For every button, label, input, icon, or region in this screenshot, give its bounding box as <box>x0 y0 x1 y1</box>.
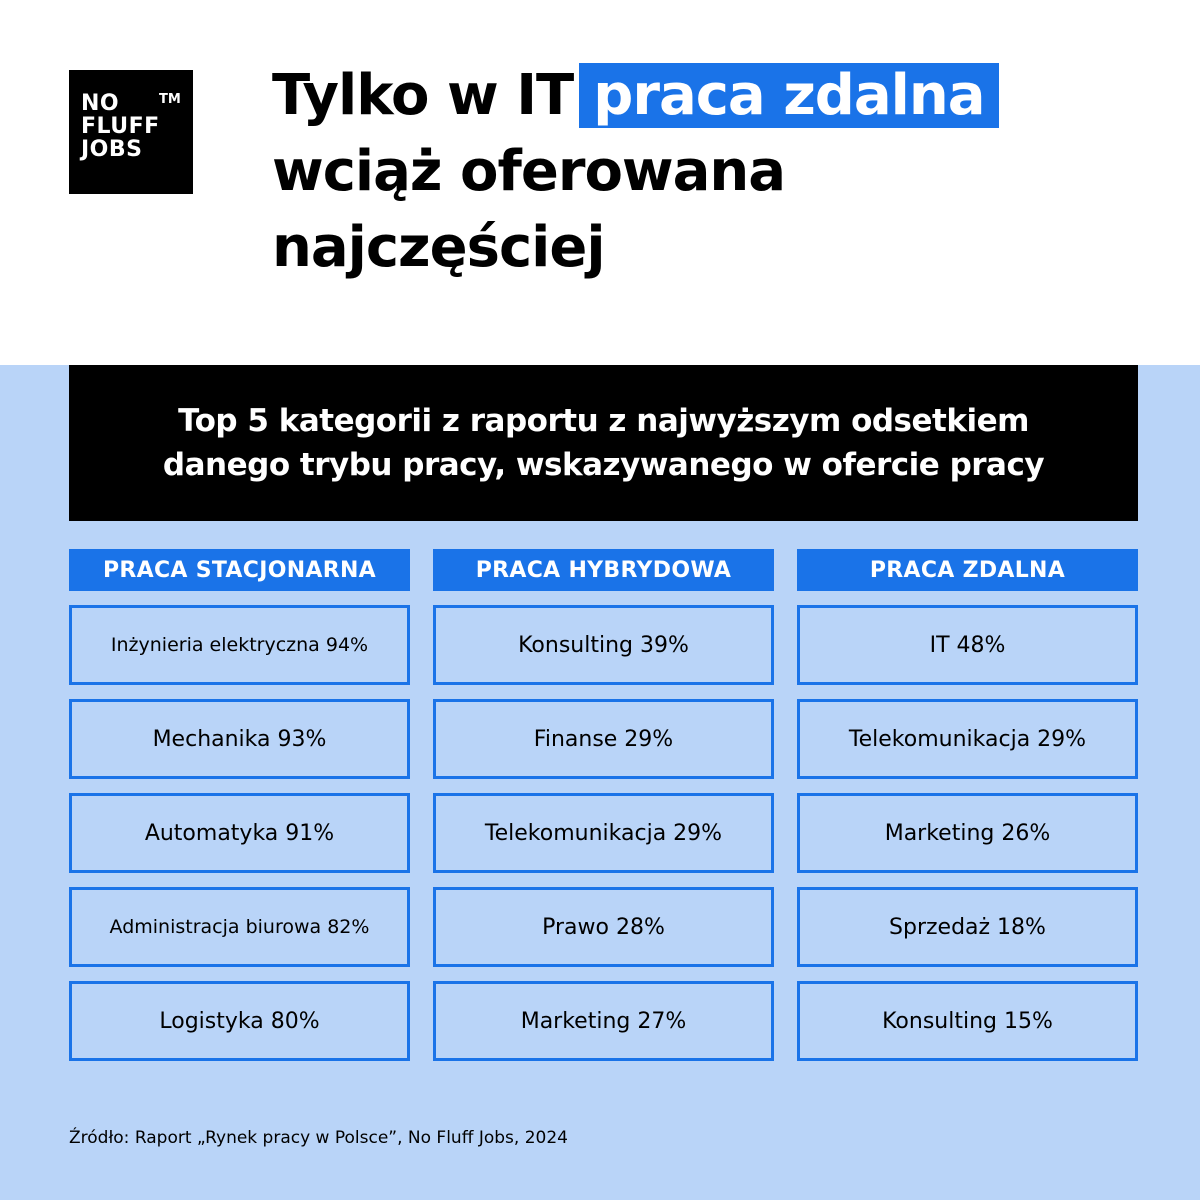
logo-line-3: JOBS <box>81 137 143 162</box>
headline-line-3: najczęściej <box>272 215 605 280</box>
column-zdalna <box>797 549 1138 1034</box>
subtitle-banner <box>69 365 1138 521</box>
column-header: PRACA HYBRYDOWA <box>433 549 774 591</box>
category-cell: Finanse 29% <box>433 699 774 779</box>
source-note: Źródło: Raport „Rynek pracy w Polsce”, No Fluff Jobs, 2024 <box>69 1128 568 1148</box>
category-cell: Administracja biurowa 82% <box>69 887 410 967</box>
column-header: PRACA ZDALNA <box>797 549 1138 591</box>
column-hybrydowa <box>433 549 774 1034</box>
category-cell: Mechanika 93% <box>69 699 410 779</box>
banner-line-1: Top 5 kategorii z raportu z najwyższym odsetkiem <box>178 403 1029 439</box>
headline-prefix: Tylko w IT <box>272 63 574 128</box>
headline-line-2: wciąż oferowana <box>272 139 786 204</box>
category-cell: IT 48% <box>797 605 1138 685</box>
category-cell: Marketing 27% <box>433 981 774 1061</box>
page-title <box>272 58 1152 286</box>
category-cell: Logistyka 80% <box>69 981 410 1061</box>
category-cell: Prawo 28% <box>433 887 774 967</box>
trademark-symbol: TM <box>159 92 181 107</box>
category-cell: Telekomunikacja 29% <box>797 699 1138 779</box>
headline-line-1 <box>272 58 1152 134</box>
logo-line-2: FLUFF <box>81 114 160 139</box>
category-cell: Marketing 26% <box>797 793 1138 873</box>
logo-line-1: NO <box>81 91 120 116</box>
category-cell: Telekomunikacja 29% <box>433 793 774 873</box>
category-cell: Automatyka 91% <box>69 793 410 873</box>
category-cell: Konsulting 15% <box>797 981 1138 1061</box>
banner-line-2: danego trybu pracy, wskazywanego w ofercie pracy <box>162 447 1045 483</box>
logo-text <box>81 92 160 161</box>
no-fluff-jobs-logo <box>69 70 193 194</box>
column-stacjonarna <box>69 549 410 1034</box>
category-cell: Sprzedaż 18% <box>797 887 1138 967</box>
column-header: PRACA STACJONARNA <box>69 549 410 591</box>
headline-highlight: praca zdalna <box>579 63 998 128</box>
category-cell: Konsulting 39% <box>433 605 774 685</box>
category-cell: Inżynieria elektryczna 94% <box>69 605 410 685</box>
